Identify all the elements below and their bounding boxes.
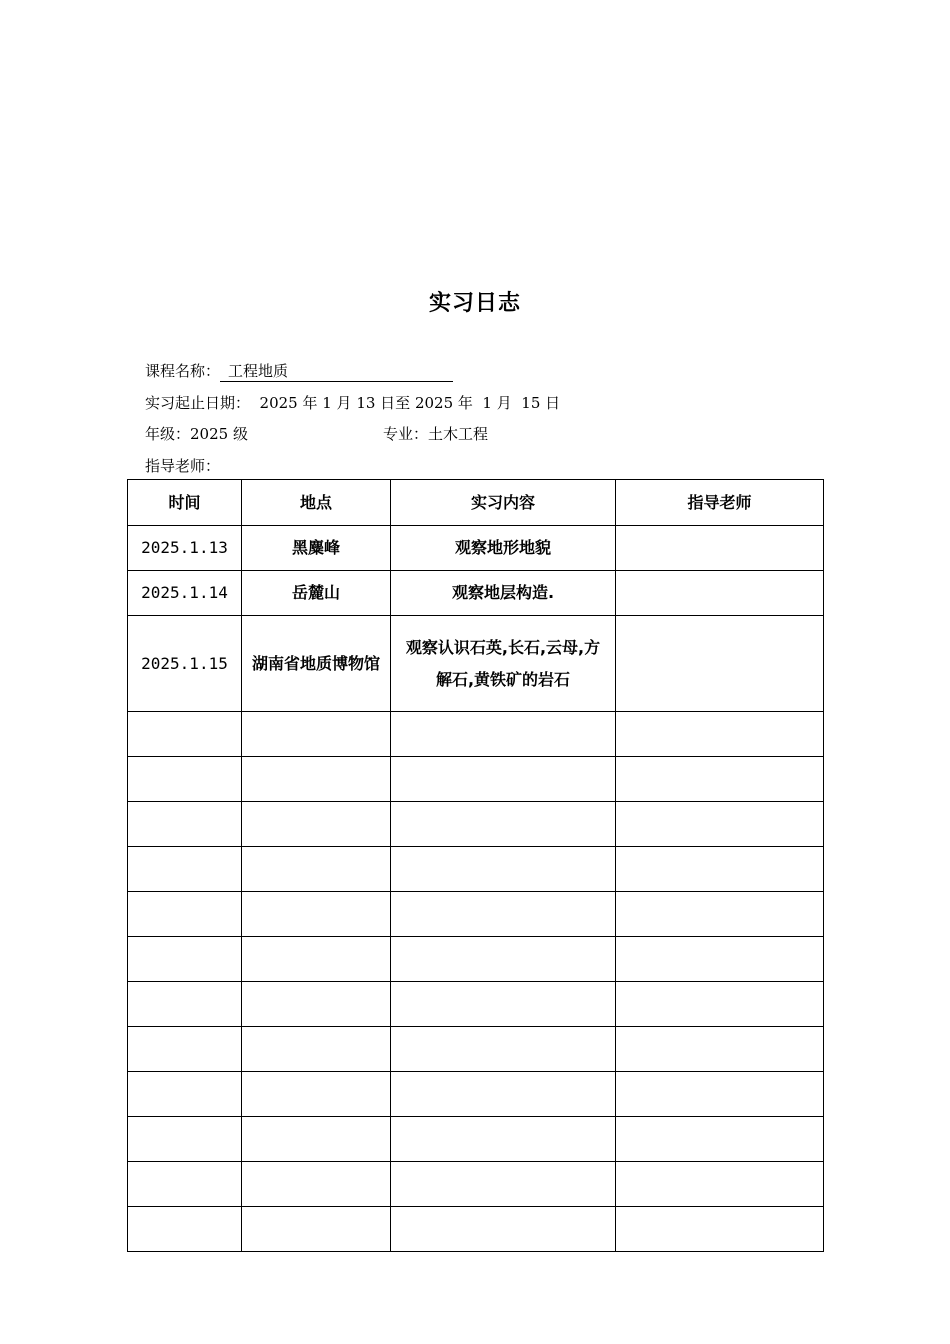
empty-cell (242, 1207, 391, 1252)
empty-cell (242, 1072, 391, 1117)
empty-cell (391, 802, 616, 847)
empty-cell (616, 1207, 824, 1252)
table-row-empty (128, 982, 824, 1027)
empty-cell (128, 1027, 242, 1072)
header-time: 时间 (128, 480, 242, 526)
internship-dates-line: 实习起止日期： 2025 年 1 月 13 日至 2025 年 1 月 15 日 (145, 394, 561, 412)
cell-teacher (616, 571, 824, 616)
table-row-empty (128, 757, 824, 802)
table-row-empty (128, 1162, 824, 1207)
empty-cell (242, 1027, 391, 1072)
empty-cell (128, 757, 242, 802)
empty-cell (616, 847, 824, 892)
empty-cell (242, 892, 391, 937)
empty-cell (128, 802, 242, 847)
empty-cell (616, 757, 824, 802)
empty-cell (391, 892, 616, 937)
table-row-empty (128, 1117, 824, 1162)
header-content: 实习内容 (391, 480, 616, 526)
table-row-empty (128, 847, 824, 892)
course-name-line (145, 361, 453, 382)
table-row (128, 616, 824, 712)
empty-cell (128, 892, 242, 937)
instructor-line: 指导老师： (145, 457, 221, 475)
empty-cell (242, 982, 391, 1027)
internship-log-table (127, 479, 824, 1252)
table-row-empty (128, 1072, 824, 1117)
empty-cell (616, 1162, 824, 1207)
table-row-empty (128, 712, 824, 757)
empty-cell (391, 1072, 616, 1117)
empty-cell (616, 1027, 824, 1072)
course-name-value: 工程地质 (220, 361, 453, 382)
empty-cell (391, 937, 616, 982)
major-line: 专业：土木工程 (383, 425, 489, 443)
cell-content: 观察认识石英,长石,云母,方解石,黄铁矿的岩石 (391, 616, 616, 712)
empty-cell (391, 1162, 616, 1207)
empty-cell (391, 1207, 616, 1252)
empty-cell (128, 937, 242, 982)
empty-cell (616, 937, 824, 982)
cell-time: 2025.1.15 (128, 616, 242, 712)
table-row-empty (128, 1027, 824, 1072)
empty-cell (128, 712, 242, 757)
empty-cell (616, 1117, 824, 1162)
empty-cell (242, 757, 391, 802)
table-row-empty (128, 1207, 824, 1252)
cell-content: 观察地形地貌 (391, 526, 616, 571)
empty-cell (128, 982, 242, 1027)
empty-cell (616, 1072, 824, 1117)
empty-cell (391, 1027, 616, 1072)
empty-cell (242, 937, 391, 982)
cell-teacher (616, 526, 824, 571)
cell-teacher (616, 616, 824, 712)
empty-cell (616, 802, 824, 847)
empty-cell (616, 982, 824, 1027)
empty-cell (391, 1117, 616, 1162)
header-place: 地点 (242, 480, 391, 526)
empty-cell (128, 1117, 242, 1162)
table-row (128, 571, 824, 616)
empty-cell (616, 712, 824, 757)
empty-cell (242, 1117, 391, 1162)
table-row-empty (128, 937, 824, 982)
cell-time: 2025.1.13 (128, 526, 242, 571)
cell-content: 观察地层构造. (391, 571, 616, 616)
empty-cell (128, 1162, 242, 1207)
grade-line: 年级：2025 级 (145, 425, 248, 443)
document-title: 实习日志 (428, 291, 521, 316)
course-name-label: 课程名称： (145, 362, 221, 380)
empty-cell (616, 892, 824, 937)
empty-cell (128, 847, 242, 892)
cell-place: 湖南省地质博物馆 (242, 616, 391, 712)
header-teacher: 指导老师 (616, 480, 824, 526)
empty-cell (128, 1207, 242, 1252)
empty-cell (128, 1072, 242, 1117)
empty-cell (242, 712, 391, 757)
cell-place: 黑麋峰 (242, 526, 391, 571)
table-row-empty (128, 802, 824, 847)
cell-time: 2025.1.14 (128, 571, 242, 616)
empty-cell (391, 847, 616, 892)
empty-cell (391, 712, 616, 757)
empty-cell (242, 1162, 391, 1207)
table-row-empty (128, 892, 824, 937)
empty-cell (242, 847, 391, 892)
empty-cell (242, 802, 391, 847)
empty-cell (391, 757, 616, 802)
cell-place: 岳麓山 (242, 571, 391, 616)
empty-cell (391, 982, 616, 1027)
table-header-row (128, 480, 824, 526)
table-row (128, 526, 824, 571)
